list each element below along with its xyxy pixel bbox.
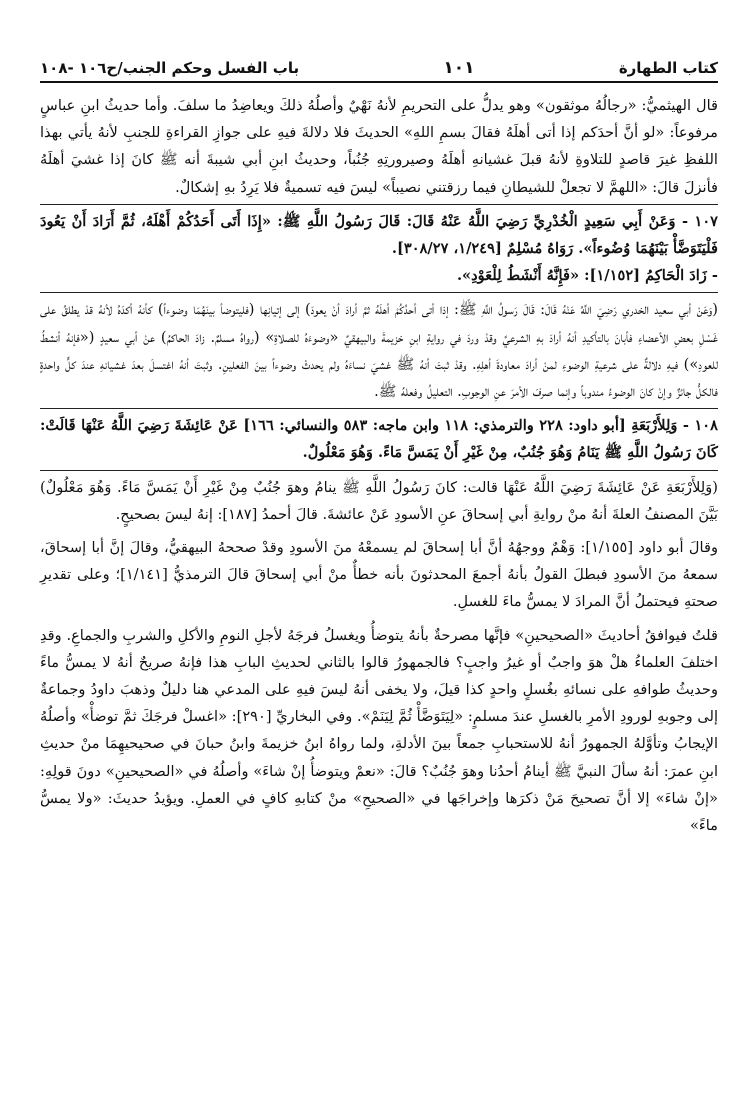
section-divider bbox=[40, 292, 718, 293]
commentary-paragraph: (وَعَنْ أبي سعيد الخدري رَضِيَ اللَّهُ عَنْهُ قَالَ: قَالَ رَسولُ اللَّهِ ﷺ: إذا أتى أحدُكُمْ أهلَهُ ثمَّ أرادَ أنْ يعودَ) إلى إتيانِها (فليتوضأ بينَهُمَا وضوءاً) كأنهُ أكدَهُ لأنهُ قدْ يطلقُ على غَسْلِ بعضِ الأعضاءِ فأبانَ بالتأكيدِ أنهُ أرادَ بهِ الشرعيَّ وقدْ وردَ في روايةِ ابنِ خزيمةَ والبيهقيِّ «وضوءَهُ للصلاةِ» (رواهُ مسلمٌ. زادَ الحاكمُ) عنْ أبي سعيدٍ («فإنهُ أنشطُ للعودِ») فيهِ دلالةٌ على شرعيةِ الوضوءِ لمنْ أرادَ معاودةَ أهلِهِ. وقدْ ثبتَ أنهُ ﷺ غشيَ نساءَهُ ولم يحدثْ وضوءاً بينَ الفعلينِ. وثبتَ أنهُ اغتسلَ بعدَ غشيانهِ عندَ كلٍّ واحدةٍ فالكلُّ جائزٌ وإنْ كانَ الوضوءُ مندوباً وإنما صرفَ الأمرَ عنِ الوجوبِ. التعليلُ وفعلهُ ﷺ. bbox=[40, 301, 718, 401]
section-divider bbox=[40, 408, 718, 409]
commentary-paragraph: قلتُ فيوافقُ أحاديثَ «الصحيحينِ» فإنَّها مصرحةٌ بأنهُ يتوضأُ ويغسلُ فرجَهُ لأجلِ النومِ والأكلِ والشربِ والجماعِ. وقدِ اختلفَ العلماءُ هلْ هوَ واجبٌ أو غيرُ واجبٍ؟ فالجمهورُ قالوا بالثاني لحديثِ البابِ هذا فإنهُ صريحٌ أنهُ لا يمسُّ ماءً وحديثُ طوافهِ على نسائهِ بغُسلٍ واحدٍ كذا قيلَ، ولا يخفى أنهُ ليسَ فيهِ على المدعي هنا دليلٌ وذهبَ داودُ وجماعةٌ إلى وجوبهِ لورودِ الأمرِ بالغسلِ عندَ مسلمٍ: «لِيَتَوَضَّأْ ثُمَّ لِيَنَمْ». وفي البخاريِّ [٢٩٠]: «اغسلْ فرجَكَ ثمَّ توضأْ» وأصلُهُ الإيجابُ وتأوَّلهُ الجمهورُ أنهُ للاستحبابِ جمعاً بينَ الأدلةِ، ولما رواهُ ابنُ خزيمةَ وابنُ حبانَ في صحيحيهِمَا منْ حديثِ ابنِ عمرَ: أنهُ سألَ النبيَّ ﷺ أينامُ أحدُنا وهوَ جُنُبٌ؟ قالَ: «نعمْ ويتوضأُ إنْ شاءَ» وأصلُهُ في «الصحيحينِ» دونَ قولِهِ: «إنْ شاءَ» إلا أنَّ تصحيحَ مَنْ ذكرَها وإخراجَها في «الصحيحِ» منْ كتابهِ كافٍ في العملِ. ويؤيدُ حديثَ: «ولا يمسُّ ماءً» bbox=[40, 626, 719, 835]
commentary-paragraph: (وَلِلأَرْبَعَةِ عَنْ عَائِشَةَ رَضِيَ اللَّهُ عَنْهَا قالت: كانَ رَسُولُ اللَّهِ ﷺ ينامُ وهوَ جُنُبٌ مِنْ غَيْرِ أَنْ يَمَسَّ مَاءً. وَهُوَ مَعْلُولٌ) بَيَّنَ المصنفُ العلةَ أنهُ منْ روايةِ أبي إسحاقَ عنِ الأسودِ عَنْ عائشةَ. قالَ أحمدُ [١٨٧]: إنهُ ليسَ بصحيحٍ. bbox=[40, 478, 718, 523]
hadith-107: ١٠٧ - وَعَنْ أَبِي سَعِيدٍ الْخُدْرِيِّ رَضِيَ اللَّهُ عَنْهُ قَالَ: قَالَ رَسُولُ اللَّهِ ﷺ: «إِذَا أَتَى أَحَدُكُمْ أَهْلَهُ، ثُمَّ أَرَادَ أَنْ يَعُودَ فَلْيَتَوَضَّأْ بَيْنَهُمَا وُضُوءاً». رَوَاهُ مُسْلِمٌ [١/٢٤٩، ٣٠٨/٢٧]. bbox=[40, 212, 718, 258]
page-number: ١٠١ bbox=[443, 58, 475, 78]
running-header bbox=[40, 58, 718, 83]
section-divider bbox=[40, 204, 718, 205]
book-title: كتاب الطهارة bbox=[618, 59, 718, 77]
page-body bbox=[40, 92, 718, 839]
commentary-paragraph: وقالَ أبو داود [١/١٥٥]: وَهْمٌ ووجهُهُ أنَّ أبا إسحاقَ لم يسمعْهُ منَ الأسودِ وقدْ صححهُ البيهقيُّ، وقالَ إنَّ أبا إسحاقَ، سمعهُ منَ الأسودِ فبطلَ القولُ بأنهُ أجمعَ المحدثونَ بأنه خطأٌ منْ أبي إسحاقَ قالَ الترمذيُّ [١/١٤١]؛ وعلى تقديرِ صحتهِ فيحتملُ أنَّ المرادَ لا يمسُّ ماءَ للغسلِ. bbox=[40, 539, 718, 611]
chapter-reference: باب الفسل وحكم الجنب/ح١٠٦ -١٠٨ bbox=[40, 59, 300, 77]
section-divider bbox=[40, 470, 718, 471]
commentary-paragraph: قال الهيثميُّ: «رجالُهُ موثقون» وهو يدلُّ على التحريمِ لأنهُ نَهْيٌ وأصلُهُ ذلكَ ويعاضِدُ ما سلفَ. وأما حديثُ ابنِ عباسٍ مرفوعاً: «لو أنَّ أحدَكم إذا أتى أهلَهُ فقالَ بسمِ اللهِ» الحديثَ فلا دلالةَ فيهِ على جوازِ القراءةِ للجنبِ لأنهُ يأتي بهذا اللفظِ غيرَ قاصدٍ للتلاوةِ لأنهُ قبلَ غشيانهِ أهلَهُ وصيرورتِهِ جُنُباً، وحديثُ ابنِ أبي شيبةَ أنه ﷺ كانَ إذا غشيَ أهلَهُ فأنزلَ قالَ: «اللهمَّ لا تجعلْ للشيطانِ فيما رزقتني نصيباً» ليسَ فيه تسميةٌ فلا يَرِدُ بهِ إشكالٌ. bbox=[40, 97, 718, 196]
hadith-108: ١٠٨ - وَلِلأَرْبَعَةِ [أبو داود: ٢٢٨ والترمذي: ١١٨ وابن ماجه: ٥٨٣ والنسائي: ١٦٦] عَنْ عَائِشَةَ رَضِيَ اللَّهُ عَنْهَا قَالَتْ: كَانَ رَسُولُ اللَّهِ ﷺ يَنَامُ وَهُوَ جُنُبٌ، مِنْ غَيْرِ أَنْ يَمَسَّ مَاءً. وَهُوَ مَعْلُولٌ. bbox=[40, 417, 718, 462]
hadith-addition: - زَادَ الْحَاكِمُ [١/١٥٢]: «فَإِنَّهُ أَنْشَطُ لِلْعَوْدِ». bbox=[456, 267, 718, 285]
